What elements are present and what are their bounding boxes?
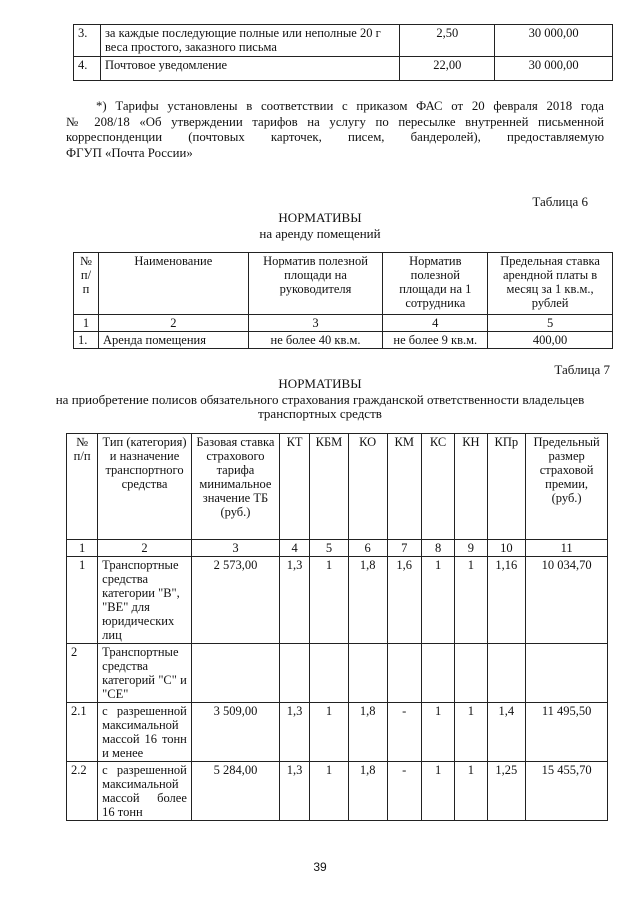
row-type: Транспортные средства категории "В", "ВЕ" для юридических лиц bbox=[98, 557, 192, 644]
col-number: 4 bbox=[383, 315, 488, 332]
col-header: № п/п bbox=[74, 253, 99, 315]
row-tb bbox=[191, 644, 279, 703]
table-row bbox=[67, 762, 608, 821]
row-rate: 22,00 bbox=[400, 57, 495, 81]
row-name: Аренда помещения bbox=[98, 332, 248, 349]
row-kpr: 1,25 bbox=[487, 762, 526, 821]
col-header: Предельная ставка арендной платы в месяц за 1 кв.м., рублей bbox=[488, 253, 613, 315]
row-premium: 10 034,70 bbox=[526, 557, 608, 644]
table7-colnum-row bbox=[67, 540, 608, 557]
row-kbm: 1 bbox=[310, 703, 349, 762]
table7-subtitle-line: на приобретение полисов обязательного страхования гражданской ответственности владельцев bbox=[55, 392, 585, 407]
col-header: Норматив полезной площади на руководителя bbox=[248, 253, 383, 315]
row-ks: 1 bbox=[421, 557, 454, 644]
row-number: 1. bbox=[74, 332, 99, 349]
row-number: 2.1 bbox=[67, 703, 98, 762]
row-kn: 1 bbox=[455, 762, 487, 821]
table7-subtitle-line: транспортных средств bbox=[258, 406, 382, 421]
col-header: КС bbox=[421, 434, 454, 540]
row-ks: 1 bbox=[421, 762, 454, 821]
row-kt: 1,3 bbox=[280, 557, 310, 644]
footnote-line: ФГУП «Почта России» bbox=[66, 145, 193, 160]
row-limit: 30 000,00 bbox=[495, 57, 613, 81]
row-number: 2 bbox=[67, 644, 98, 703]
col-header: Предельный размер страховой премии, (руб.) bbox=[526, 434, 608, 540]
row-tb: 5 284,00 bbox=[191, 762, 279, 821]
row-ks bbox=[421, 644, 454, 703]
row-ko bbox=[348, 644, 387, 703]
table6-header-row bbox=[74, 253, 613, 315]
row-tb: 3 509,00 bbox=[191, 703, 279, 762]
row-km: - bbox=[387, 762, 421, 821]
table-row bbox=[74, 57, 613, 81]
row-kbm: 1 bbox=[310, 762, 349, 821]
col-header: КО bbox=[348, 434, 387, 540]
row-km bbox=[387, 644, 421, 703]
table-row bbox=[74, 25, 613, 57]
row-number: 3. bbox=[74, 25, 101, 57]
row-kn: 1 bbox=[455, 703, 487, 762]
col-number: 2 bbox=[98, 540, 192, 557]
table-row bbox=[67, 557, 608, 644]
table6 bbox=[73, 252, 613, 349]
table6-caption: Таблица 6 bbox=[532, 194, 588, 209]
row-kpr: 1,4 bbox=[487, 703, 526, 762]
row-ks: 1 bbox=[421, 703, 454, 762]
table6-subtitle: на аренду помещений bbox=[259, 226, 381, 241]
footnote-line: корреспонденции (почтовых карточек, писем, бандеролей), предоставляемую bbox=[66, 130, 604, 144]
row-type: с разрешенной максимальной массой более 16 тонн bbox=[98, 762, 192, 821]
footnote-line: № 208/18 «Об утверждении тарифов на услугу по пересылке внутренней письменной bbox=[66, 114, 604, 129]
footnote-line: *) Тарифы установлены в соответствии с приказом ФАС от 20 февраля 2018 года bbox=[96, 99, 604, 113]
row-kbm: 1 bbox=[310, 557, 349, 644]
row-km: 1,6 bbox=[387, 557, 421, 644]
table7-title: НОРМАТИВЫ bbox=[278, 376, 362, 391]
row-kt: 1,3 bbox=[280, 703, 310, 762]
row-limit: 30 000,00 bbox=[495, 25, 613, 57]
col-header: КТ bbox=[280, 434, 310, 540]
row-kn bbox=[455, 644, 487, 703]
col-header: Наименование bbox=[98, 253, 248, 315]
row-kt: 1,3 bbox=[280, 762, 310, 821]
col-header: Норматив полезной площади на 1 сотрудника bbox=[383, 253, 488, 315]
row-head-area: не более 40 кв.м. bbox=[248, 332, 383, 349]
row-type: с разрешенной максимальной массой 16 тонн и менее bbox=[98, 703, 192, 762]
row-name: Почтовое уведомление bbox=[100, 57, 399, 81]
col-number: 6 bbox=[348, 540, 387, 557]
col-number: 3 bbox=[248, 315, 383, 332]
col-number: 3 bbox=[191, 540, 279, 557]
row-rate: 400,00 bbox=[488, 332, 613, 349]
table6-colnum-row bbox=[74, 315, 613, 332]
row-rate: 2,50 bbox=[400, 25, 495, 57]
table-row bbox=[67, 644, 608, 703]
col-number: 5 bbox=[310, 540, 349, 557]
col-number: 1 bbox=[74, 315, 99, 332]
col-number: 9 bbox=[455, 540, 487, 557]
row-kpr bbox=[487, 644, 526, 703]
table7-header-row bbox=[67, 434, 608, 540]
row-kn: 1 bbox=[455, 557, 487, 644]
row-kpr: 1,16 bbox=[487, 557, 526, 644]
col-number: 8 bbox=[421, 540, 454, 557]
row-name: за каждые последующие полные или неполные 20 г веса простого, заказного письма bbox=[100, 25, 399, 57]
col-number: 2 bbox=[98, 315, 248, 332]
row-premium: 11 495,50 bbox=[526, 703, 608, 762]
row-kbm bbox=[310, 644, 349, 703]
row-ko: 1,8 bbox=[348, 762, 387, 821]
col-number: 1 bbox=[67, 540, 98, 557]
footnote bbox=[66, 99, 604, 161]
col-header: № п/п bbox=[67, 434, 98, 540]
col-header: КН bbox=[455, 434, 487, 540]
row-premium: 15 455,70 bbox=[526, 762, 608, 821]
col-header: Базовая ставка страхового тарифа минимальное значение ТБ (руб.) bbox=[191, 434, 279, 540]
row-km: - bbox=[387, 703, 421, 762]
row-tb: 2 573,00 bbox=[191, 557, 279, 644]
col-number: 10 bbox=[487, 540, 526, 557]
col-header: КБМ bbox=[310, 434, 349, 540]
row-number: 2.2 bbox=[67, 762, 98, 821]
row-kt bbox=[280, 644, 310, 703]
row-ko: 1,8 bbox=[348, 557, 387, 644]
col-header: Тип (категория) и назначение транспортного средства bbox=[98, 434, 192, 540]
page-number: 39 bbox=[313, 860, 327, 874]
tariff-table-continuation bbox=[73, 24, 613, 81]
row-number: 1 bbox=[67, 557, 98, 644]
table-row bbox=[74, 332, 613, 349]
col-number: 7 bbox=[387, 540, 421, 557]
row-type: Транспортные средства категорий "С" и "СЕ" bbox=[98, 644, 192, 703]
table7-caption: Таблица 7 bbox=[554, 362, 610, 377]
col-number: 5 bbox=[488, 315, 613, 332]
row-premium bbox=[526, 644, 608, 703]
row-number: 4. bbox=[74, 57, 101, 81]
row-staff-area: не более 9 кв.м. bbox=[383, 332, 488, 349]
table-row bbox=[67, 703, 608, 762]
col-header: КМ bbox=[387, 434, 421, 540]
table6-title: НОРМАТИВЫ bbox=[278, 210, 362, 225]
col-number: 11 bbox=[526, 540, 608, 557]
row-ko: 1,8 bbox=[348, 703, 387, 762]
col-number: 4 bbox=[280, 540, 310, 557]
table7 bbox=[66, 433, 608, 821]
col-header: КПр bbox=[487, 434, 526, 540]
